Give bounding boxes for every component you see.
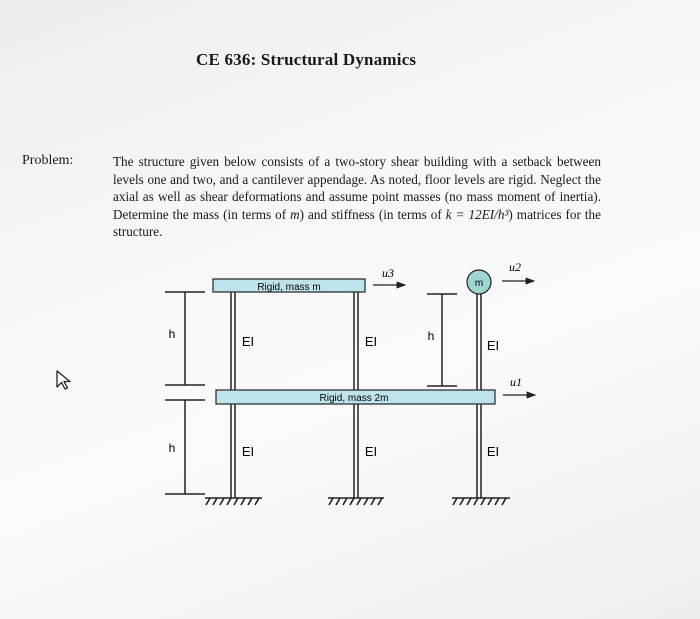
bottom-floor-label: Rigid, mass 2m [319,393,389,404]
dimension-left [165,292,205,494]
arrow-cursor-icon [54,368,78,392]
problem-text-part1: The structure given below consists of a two-story shear building with a setback between levels one and two, and a cantilever appendage. As noted, floor levels are rigid. Neglect the axial as well as shear deformations and assume point masses (no mass moment of inertia). Determine the mass (in terms of [113,154,601,222]
dof-label-u3: u3 [382,266,394,280]
ei-label-appendage: EI [486,338,500,353]
dof-label-u1: u1 [510,375,522,389]
ground-support-right [452,498,510,505]
dof-label-u2: u2 [509,260,521,274]
height-label-upper: h [168,327,176,341]
k-formula: k = 12EI/h³ [445,206,509,222]
ei-label-lower-left: EI [241,444,255,459]
ei-label-upper-left: EI [241,334,255,349]
ground-support-left [205,498,262,505]
problem-text-part2: ) and stiffness (in terms of [299,206,446,222]
ei-label-upper-right: EI [364,334,378,349]
ground-support-middle [328,498,384,505]
dof-arrow-u2 [502,260,534,281]
ei-label-lower-mid: EI [364,444,378,459]
ei-label-lower-right: EI [486,444,500,459]
height-label-lower: h [168,441,176,455]
dof-arrow-u3 [373,266,405,285]
dof-arrow-u1 [503,375,535,395]
problem-text-part3: ) matrices for the structure. [113,206,601,240]
problem-label: Problem: [22,153,74,168]
top-floor-label: Rigid, mass m [257,282,321,293]
m-symbol: m [290,206,300,222]
height-label-appendage: h [427,329,435,343]
point-mass-label: m [474,278,484,289]
page-title: CE 636: Structural Dynamics [196,50,417,69]
